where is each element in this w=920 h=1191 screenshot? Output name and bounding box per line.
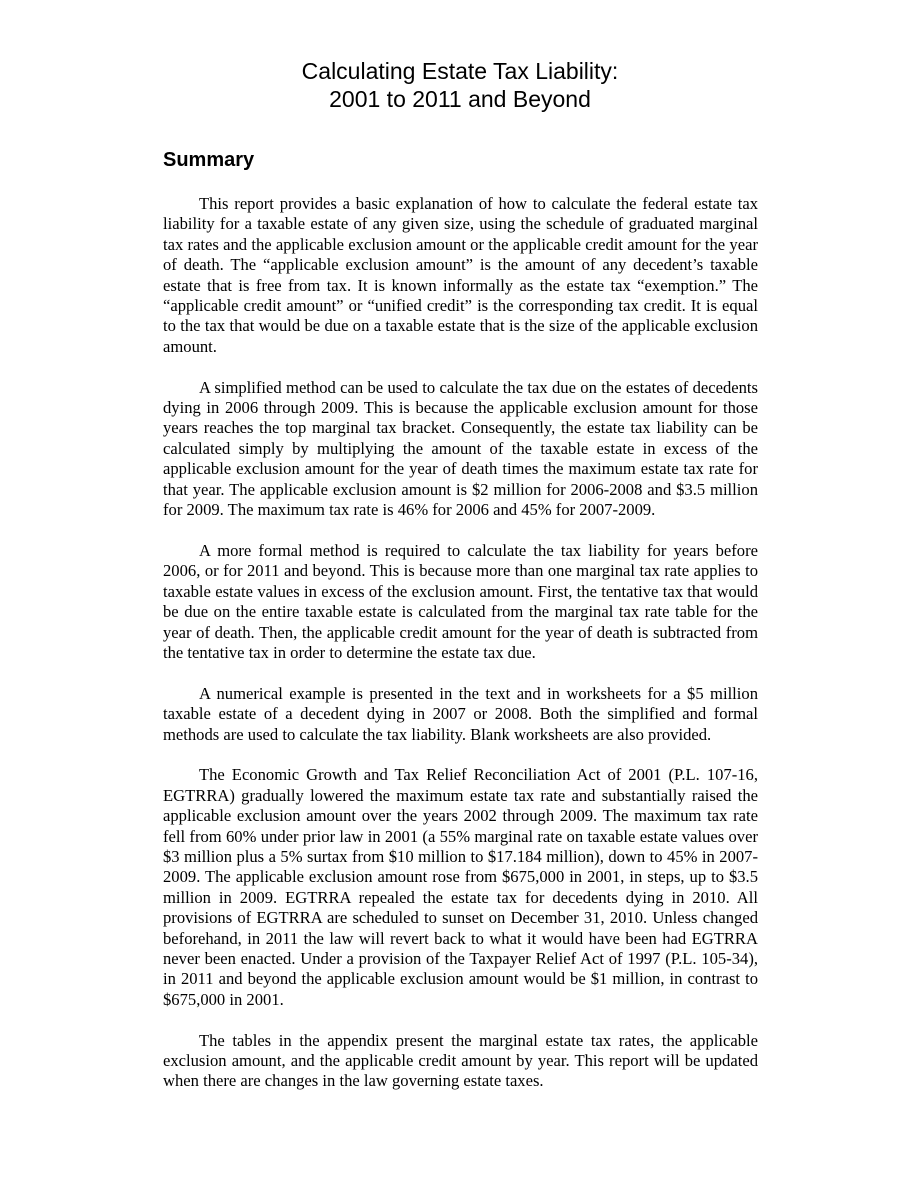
paragraph: A simplified method can be used to calculate the tax due on the estates of decedents dying in 2006 through 2009. This is because the applicable exclusion amount for those years reaches the top marginal tax bracket. Consequently, the estate tax liability can be calculated simply by multiplying the amount of the taxable estate in excess of the applicable exclusion amount for the year of death times the maximum estate tax rate for that year. The applicable exclusion amount is $2 million for 2006-2008 and $3.5 million for 2009. The maximum tax rate is 46% for 2006 and 45% for 2007-2009.	[163, 377, 758, 520]
summary-body	[163, 194, 758, 1112]
title-line-2: 2001 to 2011 and Beyond	[329, 86, 591, 112]
paragraph: This report provides a basic explanation of how to calculate the federal estate tax liability for a taxable estate of any given size, using the schedule of graduated marginal tax rates and the applicable exclusion amount or the applicable credit amount for the year of death. The “applicable exclusion amount” is the amount of any decedent’s taxable estate that is free from tax. It is known informally as the estate tax “exemption.” The “applicable credit amount” or “unified credit” is the corresponding tax credit. It is equal to the tax that would be due on a taxable estate that is the size of the applicable exclusion amount.	[163, 194, 758, 356]
paragraph: A numerical example is presented in the text and in worksheets for a $5 million taxable estate of a decedent dying in 2007 or 2008. Both the simplified and formal methods are used to calculate the tax liability. Blank worksheets are also provided.	[163, 683, 758, 744]
document-title	[0, 57, 920, 113]
title-line-1: Calculating Estate Tax Liability:	[301, 58, 619, 84]
paragraph: A more formal method is required to calculate the tax liability for years before 2006, or for 2011 and beyond. This is because more than one marginal tax rate applies to taxable estate values in excess of the exclusion amount. First, the tentative tax that would be due on the entire taxable estate is calculated from the marginal tax rate table for the year of death. Then, the applicable credit amount for the year of death is subtracted from the tentative tax in order to determine the estate tax due.	[163, 540, 758, 662]
paragraph: The tables in the appendix present the marginal estate tax rates, the applicable exclusion amount, and the applicable credit amount by year. This report will be updated when there are changes in the law governing estate taxes.	[163, 1030, 758, 1091]
paragraph: The Economic Growth and Tax Relief Reconciliation Act of 2001 (P.L. 107-16, EGTRRA) gradually lowered the maximum estate tax rate and substantially raised the applicable exclusion amount over the years 2002 through 2009. The maximum tax rate fell from 60% under prior law in 2001 (a 55% marginal rate on taxable estate values over $3 million plus a 5% surtax from $10 million to $17.184 million), down to 45% in 2007-2009. The applicable exclusion amount rose from $675,000 in 2001, in steps, up to $3.5 million in 2009. EGTRRA repealed the estate tax for decedents dying in 2010. All provisions of EGTRRA are scheduled to sunset on December 31, 2010. Unless changed beforehand, in 2011 the law will revert back to what it would have been had EGTRRA never been enacted. Under a provision of the Taxpayer Relief Act of 1997 (P.L. 105-34), in 2011 and beyond the applicable exclusion amount would be $1 million, in contrast to $675,000 in 2001.	[163, 765, 758, 1009]
section-heading-summary: Summary	[163, 149, 255, 171]
